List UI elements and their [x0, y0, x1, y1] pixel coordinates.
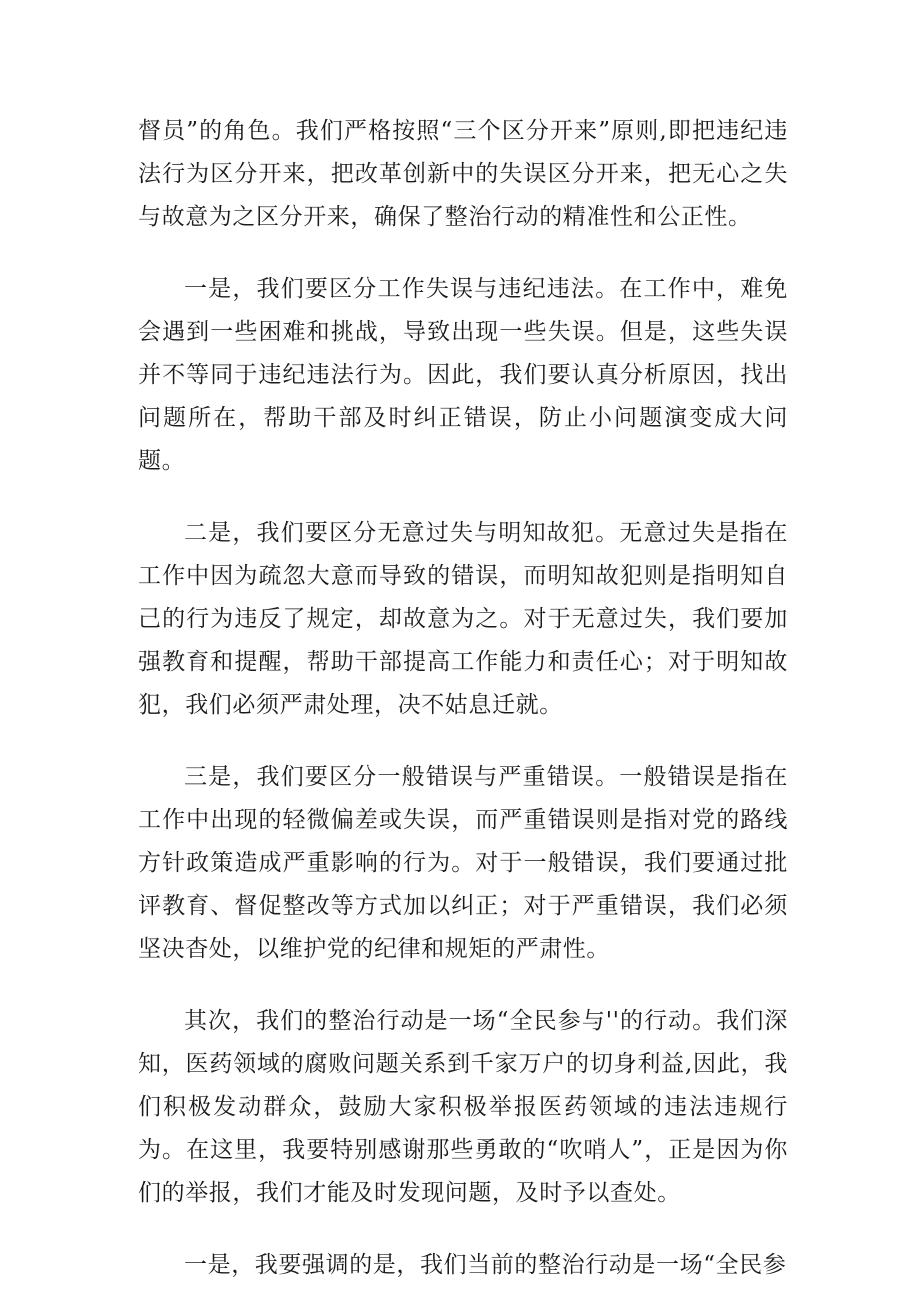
paragraph-emphasis: 一是，我要强调的是，我们当前的整治行动是一场“全民参 — [184, 1252, 787, 1278]
paragraph-public-participation: 其次，我们的整治行动是一场“全民参与''的行动。我们深知，医药领域的腐败问题关系到千家万户的切身利益,因此，我们积极发动群众，鼓励大家积极举报医药领域的违法违规行为。在这里，我要特别感谢那些勇敢的“吹哨人”，正是因为你们的举报，我们才能及时发现问题，及时予以查处。 — [138, 1008, 788, 1206]
paragraph-work-mistakes: 一是，我们要区分工作失误与违纪违法。在工作中，难免会遇到一些困难和挑战，导致出现一些失误。但是，这些失误并不等同于违纪违法行为。因此，我们要认真分析原因，找出问题所在，帮助干部及时纠正错误，防止小问题演变成大问题。 — [138, 276, 788, 474]
paragraph-continuation: 督员”的角色。我们严格按照“三个区分开来”原则,即把违纪违法行为区分开来，把改革创新中的失误区分开来，把无心之失与故意为之区分开来，确保了整治行动的精准性和公正性。 — [138, 118, 788, 230]
document-body — [138, 110, 788, 1316]
paragraph-unintentional-errors: 二是，我们要区分无意过失与明知故犯。无意过失是指在工作中因为疏忽大意而导致的错误，而明知故犯则是指明知自己的行为违反了规定，却故意为之。对于无意过失，我们要加强教育和提醒，帮助干部提高工作能力和责任心；对于明知故犯，我们必须严肃处理，决不姑息迁就。 — [138, 520, 788, 718]
paragraph-general-vs-serious-errors: 三是，我们要区分一般错误与严重错误。一般错误是指在工作中出现的轻微偏差或失误，而严重错误则是指对党的路线方针政策造成严重影响的行为。对于一般错误，我们要通过批评教育、督促整改等方式加以纠正；对于严重错误，我们必须坚决杳处，以维护党的纪律和规矩的严肃性。 — [138, 764, 788, 962]
